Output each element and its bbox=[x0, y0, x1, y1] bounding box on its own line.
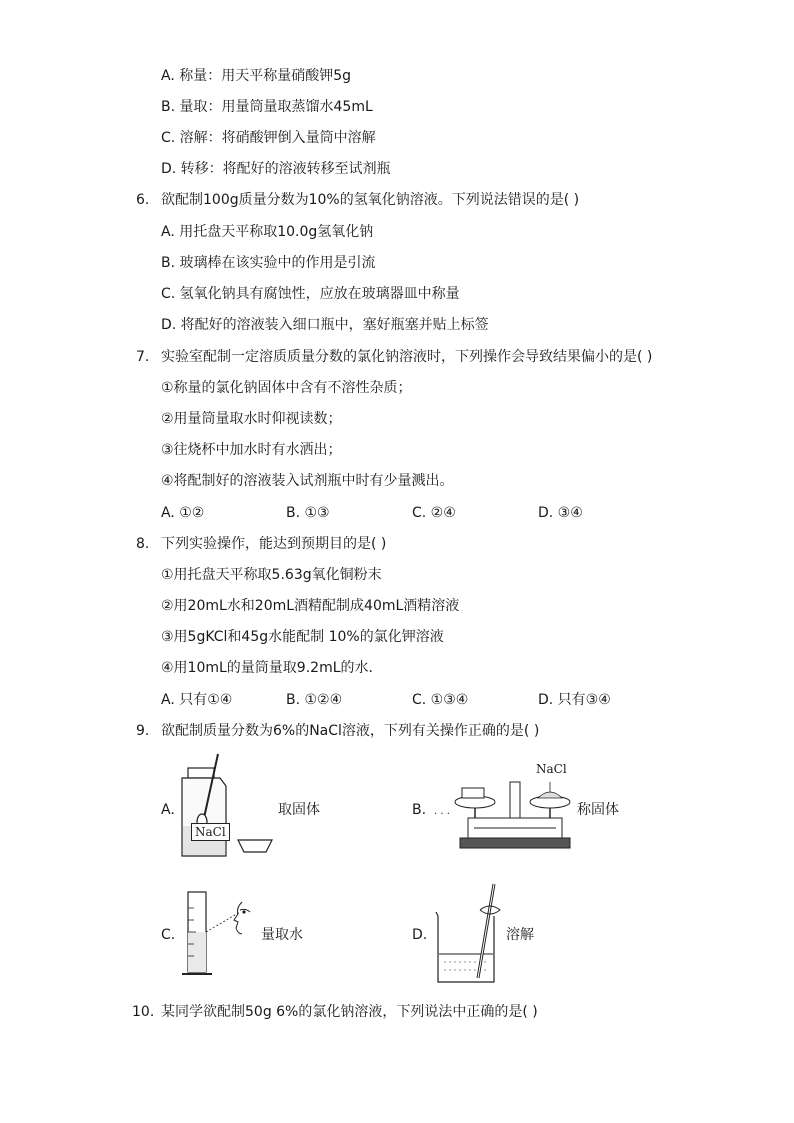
q6-option-d: D. 将配好的溶液装入细口瓶中，塞好瓶塞并贴上标签 bbox=[161, 317, 489, 333]
q7-option-d: D. ③④ bbox=[538, 505, 583, 521]
q9-number: 9. bbox=[136, 723, 150, 739]
q7-number: 7. bbox=[136, 349, 150, 365]
q9-figure-d-caption: 溶解 bbox=[506, 927, 534, 943]
q5-option-b: B. 量取：用量筒量取蒸馏水45mL bbox=[161, 99, 373, 115]
q6-option-a: A. 用托盘天平称取10.0g氢氧化钠 bbox=[161, 224, 374, 240]
q7-stem: 实验室配制一定溶质质量分数的氯化钠溶液时，下列操作会导致结果偏小的是( ) bbox=[161, 349, 653, 365]
q9-figure-c-cylinder-drawing bbox=[180, 888, 260, 980]
q9-figure-b-pan-label: NaCl bbox=[536, 762, 567, 776]
q6-number: 6. bbox=[136, 192, 150, 208]
q9-figure-a-label: A. bbox=[161, 802, 175, 818]
q8-option-d: D. 只有③④ bbox=[538, 692, 611, 708]
q10-number: 10. bbox=[132, 1004, 155, 1020]
q9-figure-c-caption: 量取水 bbox=[261, 927, 303, 943]
q7-option-c: C. ②④ bbox=[412, 505, 456, 521]
q9-figure-d-label: D. bbox=[412, 927, 428, 943]
q8-item-2: ②用20mL水和20mL酒精配制成40mL酒精溶液 bbox=[161, 598, 460, 614]
q7-item-3: ③往烧杯中加水时有水洒出； bbox=[161, 442, 342, 458]
q6-option-c: C. 氢氧化钠具有腐蚀性，应放在玻璃器皿中称量 bbox=[161, 286, 460, 302]
q10-stem: 某同学欲配制50g 6%的氯化钠溶液，下列说法中正确的是( ) bbox=[161, 1004, 538, 1020]
q8-option-b: B. ①②④ bbox=[286, 692, 343, 708]
q5-option-c: C. 溶解：将硝酸钾倒入量筒中溶解 bbox=[161, 130, 376, 146]
q8-item-3: ③用5gKCl和45g水能配制 10%的氯化钾溶液 bbox=[161, 629, 444, 645]
q7-option-a: A. ①② bbox=[161, 505, 205, 521]
q5-option-d: D. 转移：将配好的溶液转移至试剂瓶 bbox=[161, 161, 391, 177]
q6-stem: 欲配制100g质量分数为10%的氢氧化钠溶液。下列说法错误的是( ) bbox=[161, 192, 580, 208]
q9-figure-a-bottle-label: NaCl bbox=[191, 823, 230, 841]
q9-figure-b-label: B. bbox=[412, 802, 427, 818]
q7-item-4: ④将配制好的溶液装入试剂瓶中时有少量溅出。 bbox=[161, 473, 454, 489]
q8-stem: 下列实验操作，能达到预期目的是( ) bbox=[161, 536, 387, 552]
q8-item-1: ①用托盘天平称取5.63g氧化铜粉末 bbox=[161, 567, 382, 583]
q7-item-1: ①称量的氯化钠固体中含有不溶性杂质； bbox=[161, 380, 412, 396]
q9-figure-a-caption: 取固体 bbox=[278, 802, 320, 818]
q9-figure-b-caption: 称固体 bbox=[577, 802, 619, 818]
q9-figure-d-beaker-drawing bbox=[432, 880, 512, 988]
q8-option-a: A. 只有①④ bbox=[161, 692, 233, 708]
q7-item-2: ②用量筒量取水时仰视读数； bbox=[161, 411, 342, 427]
q6-option-b: B. 玻璃棒在该实验中的作用是引流 bbox=[161, 255, 376, 271]
q8-option-c: C. ①③④ bbox=[412, 692, 469, 708]
q8-number: 8. bbox=[136, 536, 150, 552]
q5-option-a: A. 称量：用天平称量硝酸钾5g bbox=[161, 68, 352, 84]
q7-option-b: B. ①③ bbox=[286, 505, 330, 521]
q9-stem: 欲配制质量分数为6%的NaCl溶液，下列有关操作正确的是( ) bbox=[161, 723, 540, 739]
q9-figure-c-label: C. bbox=[161, 927, 176, 943]
q8-item-4: ④用10mL的量筒量取9.2mL的水． bbox=[161, 660, 383, 676]
svg-text:. . .: . . . bbox=[434, 806, 450, 817]
